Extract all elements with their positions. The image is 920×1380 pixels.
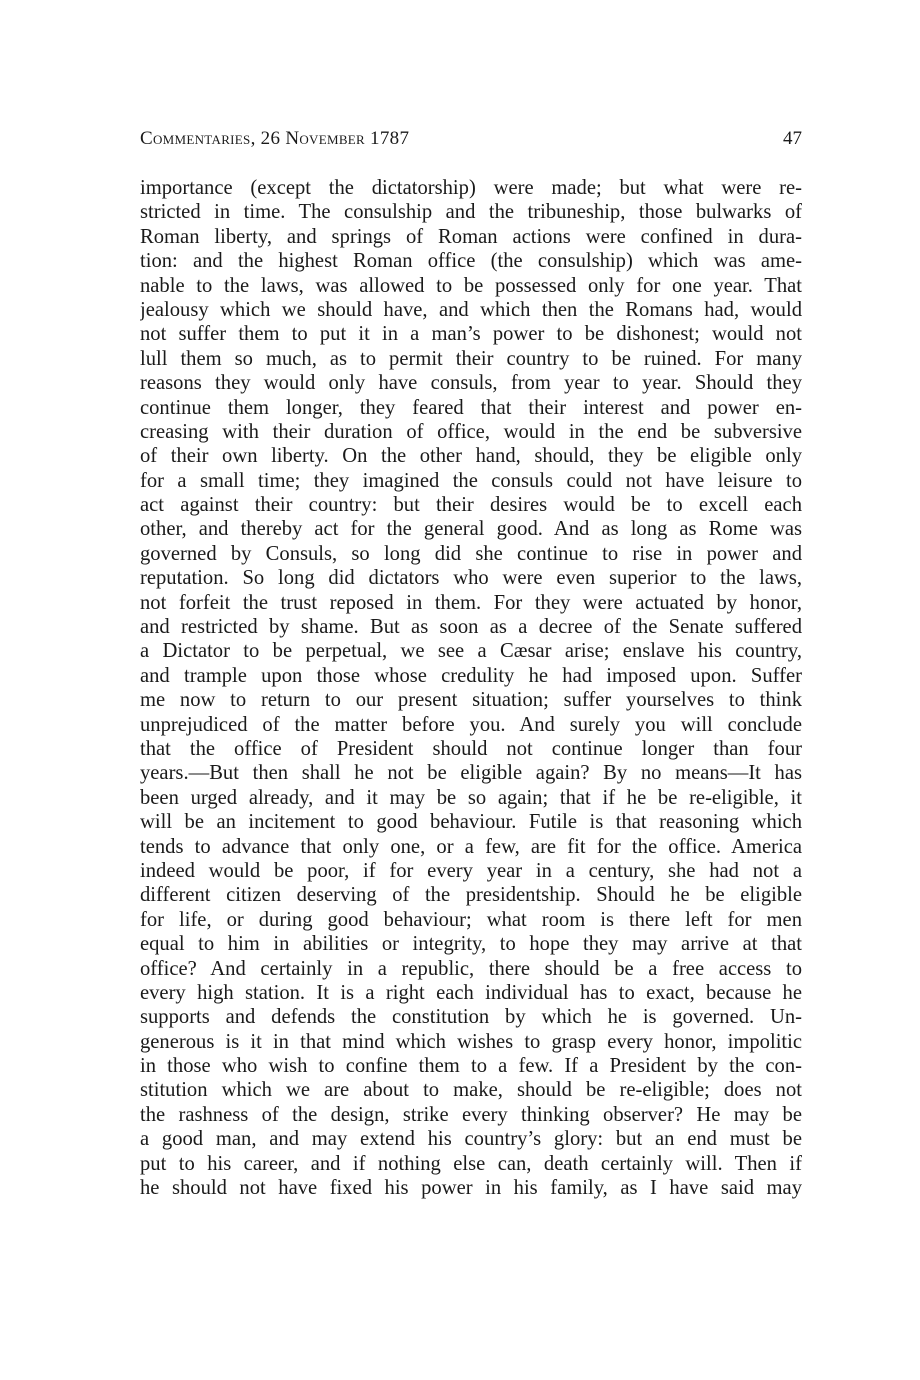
body-text bbox=[140, 176, 802, 1200]
text-line: not forfeit the trust reposed in them. For they were actuated by honor, bbox=[140, 591, 802, 614]
text-line: and trample upon those whose credulity he had imposed upon. Suffer bbox=[140, 664, 802, 687]
text-line: in those who wish to confine them to a few. If a President by the con- bbox=[140, 1055, 802, 1078]
text-line: not suffer them to put it in a man’s power to be dishonest; would not bbox=[140, 323, 802, 346]
text-line: importance (except the dictatorship) were made; but what were re- bbox=[140, 177, 802, 199]
text-line: for life, or during good behaviour; what room is there left for men bbox=[140, 908, 802, 931]
text-line: a Dictator to be perpetual, we see a Cæsar arise; enslave his country, bbox=[140, 640, 802, 663]
text-line: tion: and the highest Roman office (the consulship) which was ame- bbox=[140, 250, 802, 273]
text-line: stitution which we are about to make, should be re-eligible; does not bbox=[140, 1079, 802, 1102]
book-page bbox=[140, 128, 802, 1200]
page-number: 47 bbox=[783, 128, 802, 149]
text-line: other, and thereby act for the general good. And as long as Rome was bbox=[140, 518, 802, 541]
text-line: reasons they would only have consuls, from year to year. Should they bbox=[140, 372, 802, 395]
text-line: put to his career, and if nothing else can, death certainly will. Then if bbox=[140, 1152, 802, 1175]
text-line: equal to him in abilities or integrity, to hope they may arrive at that bbox=[140, 933, 802, 956]
text-line: me now to return to our present situation; suffer yourselves to think bbox=[140, 689, 802, 712]
text-line: lull them so much, as to permit their country to be ruined. For many bbox=[140, 347, 802, 370]
text-line: that the office of President should not continue longer than four bbox=[140, 737, 802, 760]
text-line: years.—But then shall he not be eligible again? By no means—It has bbox=[140, 762, 802, 785]
text-line: indeed would be poor, if for every year in a century, she had not a bbox=[140, 859, 802, 882]
text-line: governed by Consuls, so long did she continue to rise in power and bbox=[140, 542, 802, 565]
text-line: supports and defends the constitution by which he is governed. Un- bbox=[140, 1006, 802, 1029]
text-line: unprejudiced of the matter before you. And surely you will conclude bbox=[140, 713, 802, 736]
text-line: jealousy which we should have, and which then the Romans had, would bbox=[140, 298, 802, 321]
text-line: creasing with their duration of office, would in the end be subversive bbox=[140, 420, 802, 443]
text-line: nable to the laws, was allowed to be possessed only for one year. That bbox=[140, 274, 802, 297]
text-line: stricted in time. The consulship and the tribuneship, those bulwarks of bbox=[140, 201, 802, 224]
running-title: Commentaries, 26 November 1787 bbox=[140, 128, 410, 149]
text-line: office? And certainly in a republic, there should be a free access to bbox=[140, 957, 802, 980]
text-line: he should not have fixed his power in his family, as I have said may bbox=[140, 1177, 802, 1200]
text-line: the rashness of the design, strike every thinking observer? He may be bbox=[140, 1103, 802, 1126]
text-line: tends to advance that only one, or a few, are fit for the office. America bbox=[140, 835, 802, 858]
text-line: act against their country: but their desires would be to excell each bbox=[140, 494, 802, 517]
text-line: been urged already, and it may be so again; that if he be re-eligible, it bbox=[140, 786, 802, 809]
text-line: for a small time; they imagined the consuls could not have leisure to bbox=[140, 469, 802, 492]
running-head bbox=[140, 128, 802, 158]
text-line: and restricted by shame. But as soon as a decree of the Senate suffered bbox=[140, 616, 802, 639]
text-line: continue them longer, they feared that their interest and power en- bbox=[140, 396, 802, 419]
text-line: will be an incitement to good behaviour. Futile is that reasoning which bbox=[140, 811, 802, 834]
text-line: every high station. It is a right each individual has to exact, because he bbox=[140, 981, 802, 1004]
text-line: a good man, and may extend his country’s glory: but an end must be bbox=[140, 1128, 802, 1151]
text-line: of their own liberty. On the other hand, should, they be eligible only bbox=[140, 445, 802, 468]
text-line: Roman liberty, and springs of Roman actions were confined in dura- bbox=[140, 225, 802, 248]
text-line: reputation. So long did dictators who were even superior to the laws, bbox=[140, 567, 802, 590]
text-line: different citizen deserving of the presidentship. Should he be eligible bbox=[140, 884, 802, 907]
text-line: generous is it in that mind which wishes to grasp every honor, impolitic bbox=[140, 1030, 802, 1053]
